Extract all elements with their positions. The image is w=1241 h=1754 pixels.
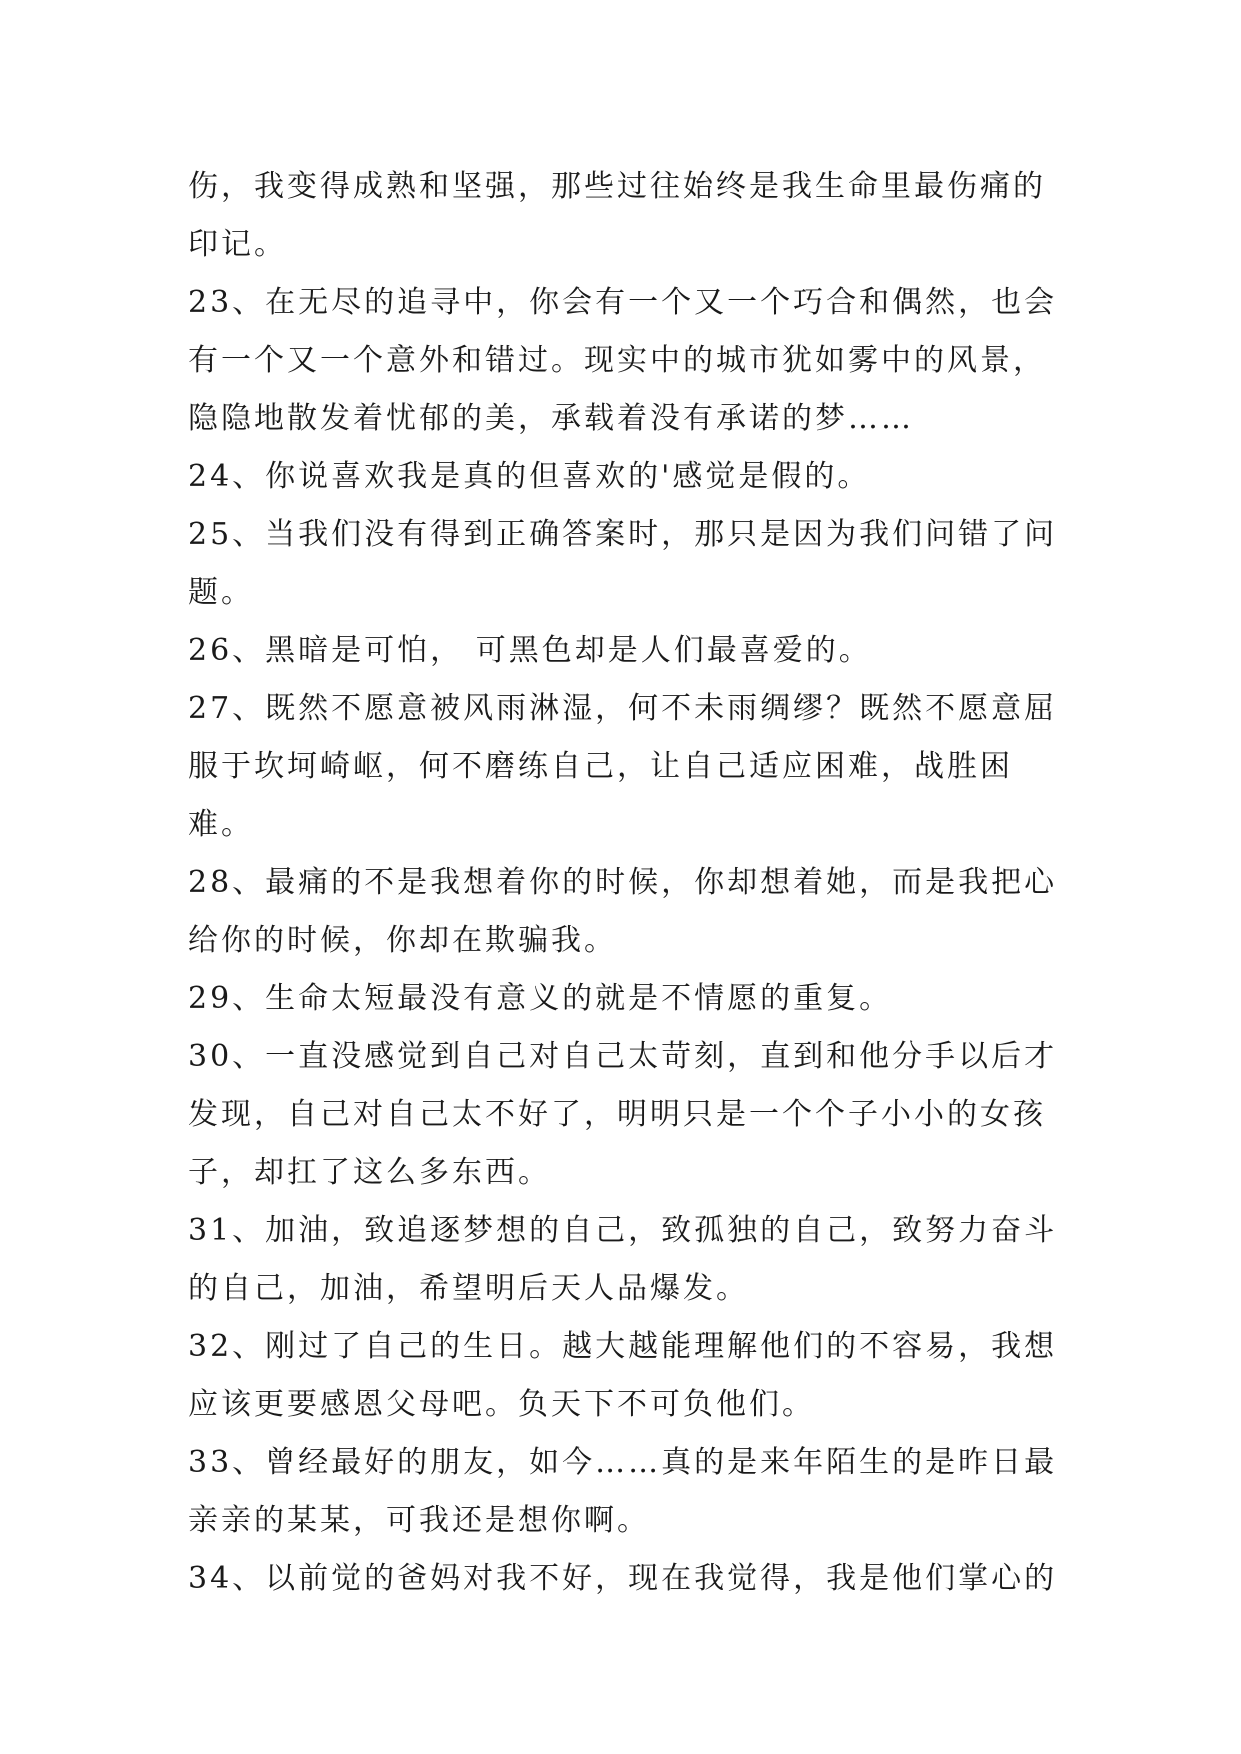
paragraph: 伤，我变得成熟和坚强，那些过往始终是我生命里最伤痛的印记。 (188, 169, 1046, 262)
body-text (188, 158, 1068, 1608)
paragraph-34: 34、以前觉的爸妈对我不好，现在我觉得，我是他们掌心的 (188, 1561, 1058, 1596)
paragraph-27: 27、既然不愿意被风雨淋湿，何不未雨绸缪？既然不愿意屈服于坎坷崎岖，何不磨练自己，让自己适应困难，战胜困难。 (188, 691, 1058, 842)
paragraph-33: 33、曾经最好的朋友，如今……真的是来年陌生的是昨日最亲亲的某某，可我还是想你啊。 (188, 1445, 1058, 1538)
paragraph-31: 31、加油，致追逐梦想的自己，致孤独的自己，致努力奋斗的自己，加油，希望明后天人品爆发。 (188, 1213, 1058, 1306)
paragraph-32: 32、刚过了自己的生日。越大越能理解他们的不容易，我想应该更要感恩父母吧。负天下不可负他们。 (188, 1329, 1058, 1422)
paragraph-26: 26、黑暗是可怕， 可黑色却是人们最喜爱的。 (188, 633, 872, 668)
paragraph-24: 24、你说喜欢我是真的但喜欢的'感觉是假的。 (188, 459, 871, 494)
paragraph-25: 25、当我们没有得到正确答案时，那只是因为我们问错了问题。 (188, 517, 1058, 610)
paragraph-23: 23、在无尽的追寻中，你会有一个又一个巧合和偶然，也会有一个又一个意外和错过。现实中的城市犹如雾中的风景，隐隐地散发着忧郁的美，承载着没有承诺的梦…… (188, 285, 1058, 436)
paragraph-28: 28、最痛的不是我想着你的时候，你却想着她，而是我把心给你的时候，你却在欺骗我。 (188, 865, 1058, 958)
paragraph-29: 29、生命太短最没有意义的就是不情愿的重复。 (188, 981, 893, 1016)
paragraph-30: 30、一直没感觉到自己对自己太苛刻，直到和他分手以后才发现，自己对自己太不好了，明明只是一个个子小小的女孩子，却扛了这么多东西。 (188, 1039, 1058, 1190)
